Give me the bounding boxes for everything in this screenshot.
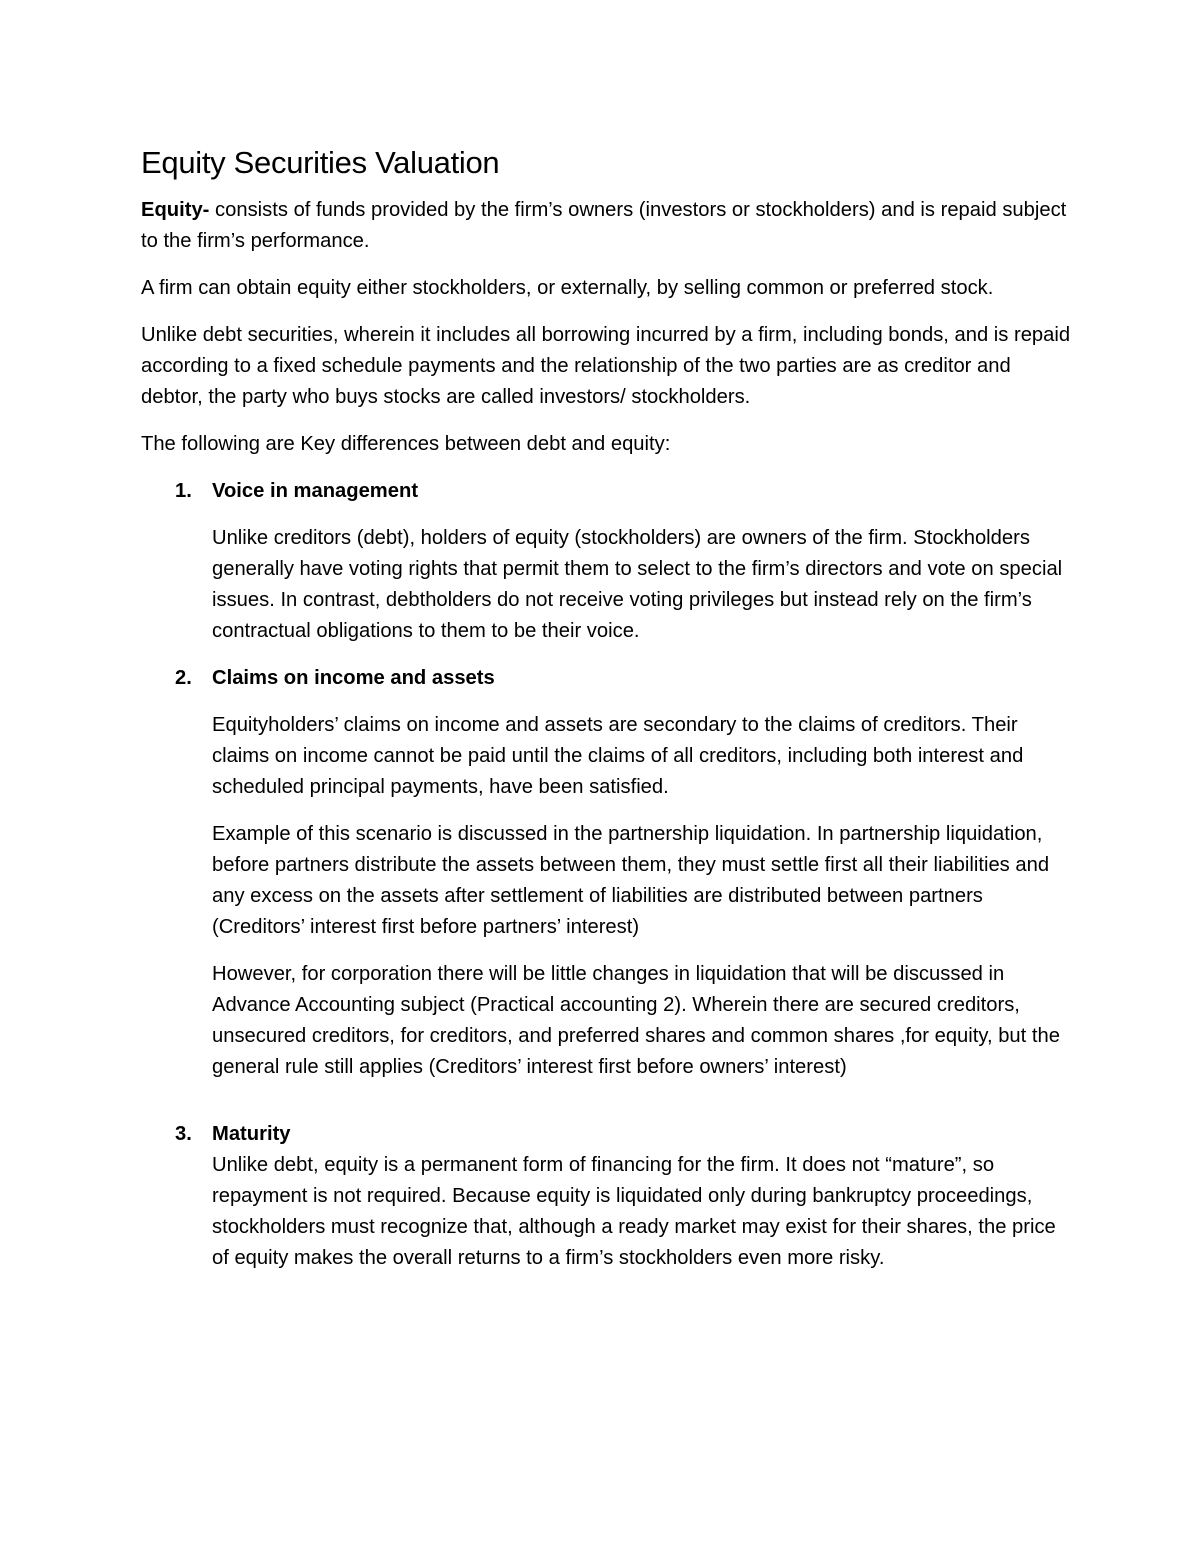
equity-definition-paragraph: [141, 195, 1071, 257]
item-paragraph: However, for corporation there will be little changes in liquidation that will be discussed in Advance Accounting subject (Practical accounting 2). Wherein there are secured creditors, unsecured creditors, for creditors, and preferred shares and common shares ,for equity, but the general rule still applies (Creditors’ interest first before owners’ interest): [212, 963, 1060, 1078]
document-content: [141, 142, 1071, 1290]
item-paragraph: Example of this scenario is discussed in the partnership liquidation. In partnership liquidation, before partners distribute the assets between them, they must settle first all their liabilities and any excess on the assets after settlement of liabilities are distributed between partners (Creditors’ interest first before partners’ interest): [212, 823, 1050, 938]
obtain-equity-paragraph: A firm can obtain equity either stockholders, or externally, by selling common or preferred stock.: [141, 277, 994, 299]
list-item-claims-on-income: [141, 663, 1071, 1083]
document-title: Equity Securities Valuation: [141, 145, 500, 180]
item-paragraph: Unlike creditors (debt), holders of equity (stockholders) are owners of the firm. Stockholders generally have voting rights that permit them to select to the firm’s directors and vote on special issues. In contrast, debtholders do not receive voting privileges but instead rely on the firm’s contractual obligations to them to be their voice.: [212, 527, 1063, 642]
item-heading: Claims on income and assets: [212, 667, 495, 689]
list-number: 1.: [175, 480, 192, 502]
item-heading: Maturity: [212, 1123, 291, 1145]
equity-term: Equity-: [141, 199, 210, 221]
list-number: 3.: [175, 1123, 192, 1145]
item-paragraph: Unlike debt, equity is a permanent form of financing for the firm. It does not “mature”, so repayment is not required. Because equity is liquidated only during bankruptcy proceedings, stockholders must recognize that, although a ready market may exist for their shares, the price of equity makes the overall returns to a firm’s stockholders even more risky.: [212, 1154, 1056, 1269]
equity-definition-text: consists of funds provided by the firm’s owners (investors or stockholders) and is repaid subject to the firm’s performance.: [141, 199, 1067, 252]
list-item-voice-in-management: [141, 476, 1071, 647]
debt-securities-paragraph: Unlike debt securities, wherein it includes all borrowing incurred by a firm, including bonds, and is repaid according to a fixed schedule payments and the relationship of the two parties are as creditor and debtor, the party who buys stocks are called investors/ stockholders.: [141, 324, 1071, 408]
list-number: 2.: [175, 667, 192, 689]
item-heading: Voice in management: [212, 480, 419, 502]
item-paragraph: Equityholders’ claims on income and assets are secondary to the claims of creditors. Their claims on income cannot be paid until the claims of all creditors, including both interest and scheduled principal payments, have been satisfied.: [212, 714, 1024, 798]
key-differences-intro: The following are Key differences between debt and equity:: [141, 433, 671, 455]
list-item-maturity: [141, 1119, 1071, 1274]
differences-list: [141, 476, 1071, 1274]
